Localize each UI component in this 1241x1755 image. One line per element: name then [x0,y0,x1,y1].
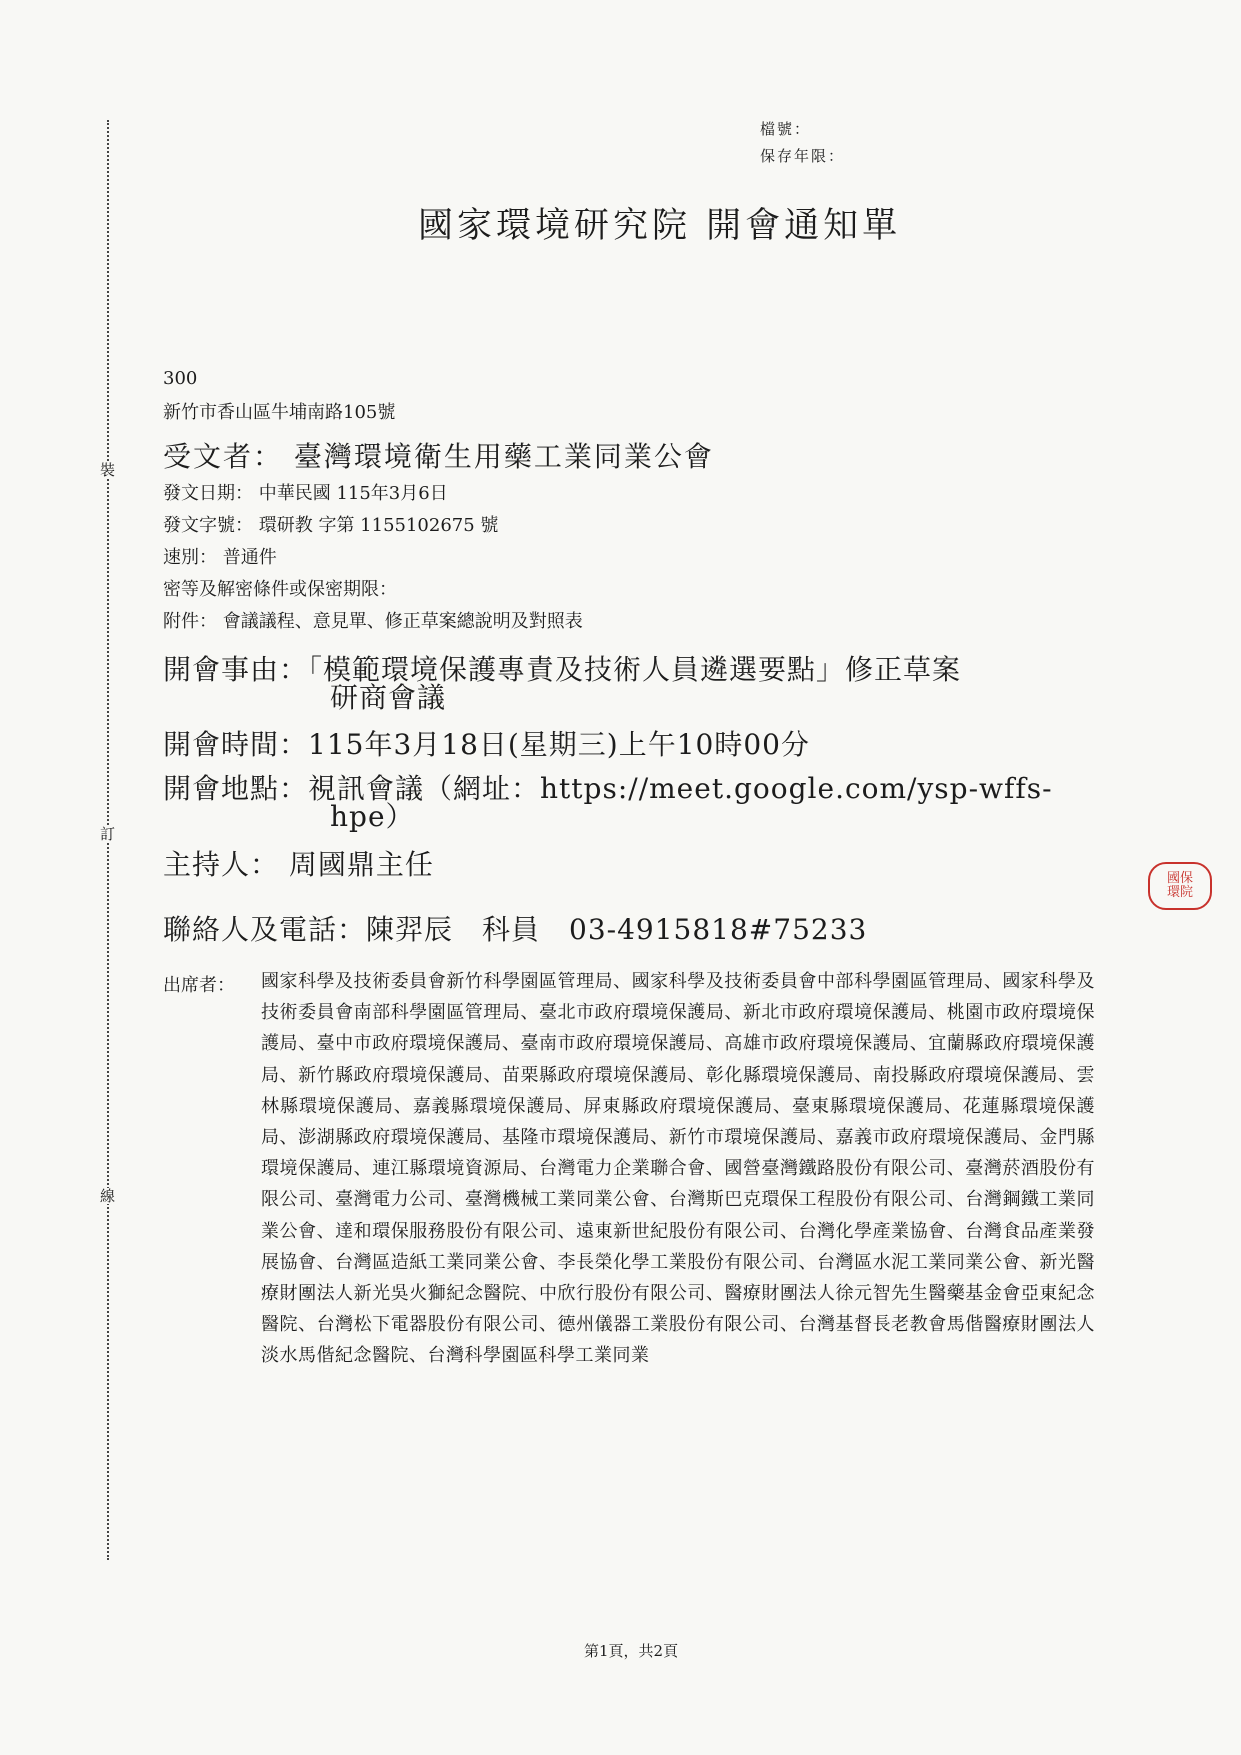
meeting-time: 開會時間：115年3月18日(星期三)上午10時00分 [163,728,810,761]
attendees-list: 國家科學及技術委員會新竹科學園區管理局、國家科學及技術委員會中部科學園區管理局、國家科學及技術委員會南部科學園區管理局、臺北市政府環境保護局、新北市政府環境保護局、桃園市政府環境保護局、臺中市政府環境保護局、臺南市政府環境保護局、高雄市政府環境保護局、宜蘭縣政府環境保護局、新竹縣政府環境保護局、苗栗縣政府環境保護局、彰化縣環境保護局、南投縣政府環境保護局、雲林縣環境保護局、嘉義縣環境保護局、屏東縣政府環境保護局、臺東縣環境保護局、花蓮縣環境保護局、澎湖縣政府環境保護局、基隆市環境保護局、新竹市環境保護局、嘉義市政府環境保護局、金門縣環境保護局、連江縣環境資源局、台灣電力企業聯合會、國營臺灣鐵路股份有限公司、臺灣菸酒股份有限公司、臺灣電力公司、臺灣機械工業同業公會、台灣斯巴克環保工程股份有限公司、台灣鋼鐵工業同業公會、達和環保服務股份有限公司、遠東新世紀股份有限公司、台灣化學產業協會、台灣食品產業發展協會、台灣區造紙工業同業公會、李長榮化學工業股份有限公司、台灣區水泥工業同業公會、新光醫療財團法人新光吳火獅紀念醫院、中欣行股份有限公司、醫療財團法人徐元智先生醫藥基金會亞東紀念醫院、台灣松下電器股份有限公司、德州儀器工業股份有限公司、台灣基督長老教會馬偕醫療財團法人淡水馬偕紀念醫院、台灣科學園區科學工業同業 [261,971,1095,1367]
meeting-reason-line1: 開會事由：「模範環境保護專責及技術人員遴選要點」修正草案 [163,653,962,686]
speed-class: 速別： 普通件 [163,547,277,568]
seal-line1: 國保 [1166,871,1193,886]
meeting-host: 主持人： 周國鼎主任 [163,848,434,881]
page-number: 第1頁，共2頁 [584,1642,679,1660]
secrecy-level: 密等及解密條件或保密期限： [163,579,397,600]
meeting-location-line2: hpe） [330,800,415,833]
contact-info: 聯絡人及電話：陳羿辰 科員 03-4915818#75233 [163,913,868,946]
retention-label: 保存年限： [760,147,846,165]
meeting-reason-line2: 研商會議 [330,681,447,714]
seal-line2: 環院 [1166,885,1193,900]
attendees-label: 出席者： [163,975,235,996]
meeting-location-line1: 開會地點：視訊會議（網址：https://meet.google.com/ysp-wffs- [163,772,1053,805]
recipient-value: 臺灣環境衛生用藥工業同業公會 [293,440,714,473]
file-number-label: 檔號： [760,120,812,138]
official-seal [1148,862,1212,910]
postal-code: 300 [163,368,198,389]
recipient [163,435,714,475]
issue-date: 發文日期： 中華民國 115年3月6日 [163,483,448,504]
binding-mark-top: 裝 [100,461,116,479]
address-street: 新竹市香山區牛埔南路105號 [163,402,396,423]
reference-number: 發文字號： 環研教 字第 1155102675 號 [163,515,499,536]
recipient-label: 受文者： [163,440,284,473]
binding-mark-bottom: 線 [100,1187,116,1205]
binding-mark-middle: 訂 [100,825,116,843]
page-title: 國家環境研究院 開會通知單 [418,206,902,246]
attachments: 附件： 會議議程、意見單、修正草案總說明及對照表 [163,611,583,632]
